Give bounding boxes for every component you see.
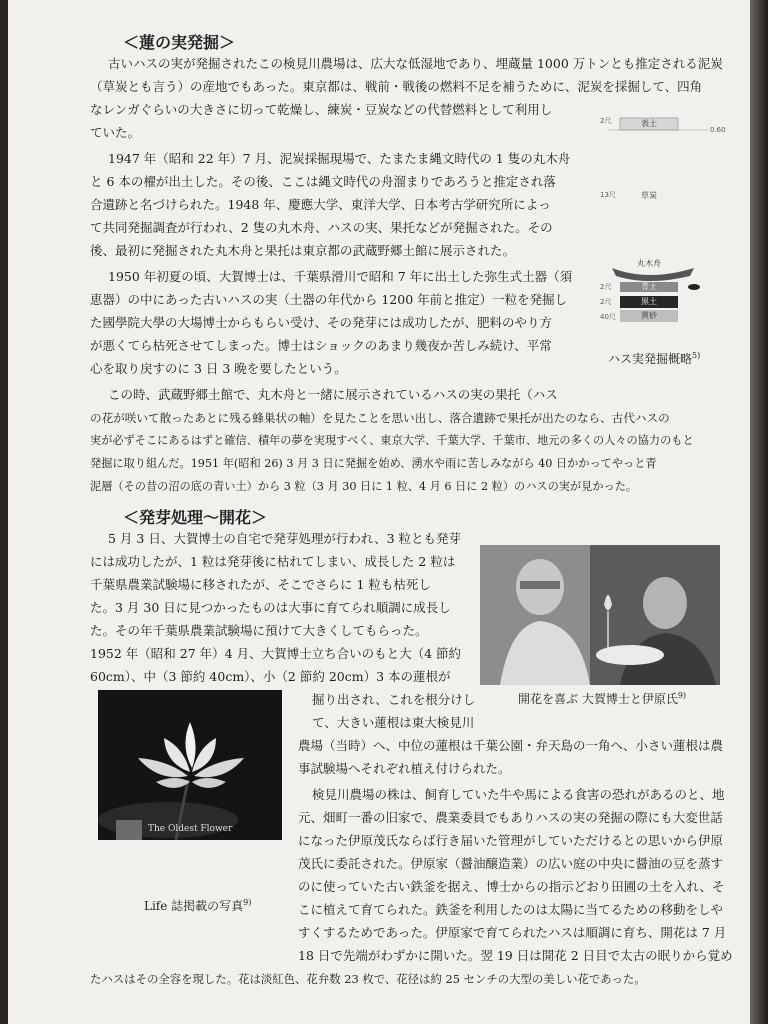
text-line: た國學院大學の大場博士からもらい受け、その発芽には成功したが、肥料のやり方 bbox=[90, 315, 553, 330]
text-line: 古いハスの実が発掘されたこの検見川農場は、広大な低湿地であり、埋蔵量 1000 万トンとも推定される泥炭 bbox=[108, 56, 723, 71]
text-line: 掘り出され、これを根分けし bbox=[312, 692, 476, 707]
text-line: この時、武蔵野郷土館で、丸木舟と一緒に展示されているハスの実の果托（ハス bbox=[108, 387, 558, 402]
text-line: 60cm）、中（3 節約 40cm）、小（2 節約 20cm）3 本の蓮根が bbox=[90, 669, 451, 684]
figure-caption-stratigraphy: ハス実発掘概略$^{5)}$ bbox=[608, 351, 701, 366]
depth-label: 2尺 bbox=[600, 298, 612, 306]
text-line: た。3 月 30 日に見つかったものは大事に育てられ順調に成長し bbox=[90, 600, 451, 615]
text-line: 1952 年（昭和 27 年）4 月、大賀博士立ち合いのもと大（4 節約 bbox=[90, 646, 461, 661]
depth-label: 13尺 bbox=[600, 191, 616, 199]
depth-label: 40尺 bbox=[600, 313, 616, 321]
text-line: が悪くてら枯死させてしまった。博士はショックのあまり幾夜か苦しみ続け、平常 bbox=[90, 338, 552, 353]
text-line: て、大きい蓮根は東大検見川 bbox=[312, 715, 475, 730]
layer-label-black-soil: 黒土 bbox=[641, 297, 657, 306]
text-line: 心を取り戻すのに 3 日 3 晩を要したという。 bbox=[90, 361, 347, 376]
layer-label-blue-soil: 青土 bbox=[641, 282, 657, 291]
text-line: 事試験場へそれぞれ植え付けられた。 bbox=[298, 761, 511, 776]
text-line: すくするためであった。伊原家で育てられたハスは順調に育ち、開花は 7 月 bbox=[298, 925, 727, 940]
section-heading-excavation: ＜蓮の実発掘＞ bbox=[123, 33, 236, 52]
text-line: 1947 年（昭和 22 年）7 月、泥炭採掘現場で、たまたま縄文時代の 1 隻の丸木舟 bbox=[108, 151, 571, 166]
depth-label: 0.60 bbox=[710, 126, 726, 134]
layer-label-topsoil: 表土 bbox=[641, 119, 657, 128]
text-line: のに使っていた古い鉄釜を据え、博士からの指示どおり田圃の土を入れ、そ bbox=[298, 879, 725, 894]
text-line: になった伊原茂氏ならば行き届いた管理がしていただけるとの思いから伊原 bbox=[298, 833, 724, 848]
text-line: 農場（当時）へ、中位の蓮根は千葉公園・弁天島の一角へ、小さい蓮根は農 bbox=[298, 738, 724, 753]
text-line: 千葉県農業試験場に移されたが、そこでさらに 1 粒も枯死し bbox=[90, 577, 431, 592]
text-line: こに植えて育てられた。鉄釜を利用したのは太陽に当てるための移動をしや bbox=[298, 902, 724, 917]
text-line: ていた。 bbox=[90, 125, 141, 140]
layer-label-canoe: 丸木舟 bbox=[637, 259, 661, 268]
layer-label-yellow-sand: 黄砂 bbox=[641, 311, 657, 320]
page-edge-shadow bbox=[750, 0, 768, 1024]
text-line: 発掘に取り組んだ。1951 年(昭和 26) 3 月 3 日に発掘を始め、湧水や雨に苦しみながら 40 日かかってやっと青 bbox=[90, 457, 657, 470]
photo-inner-title: The Oldest Flower bbox=[148, 824, 233, 834]
text-line: 後、最初に発掘された丸木舟と果托は東京都の武蔵野郷土館に展示された。 bbox=[90, 243, 516, 258]
text-line: た。その年千葉県農業試験場に預けて大きくしてもらった。 bbox=[90, 623, 428, 638]
section-heading-germination: ＜発芽処理～開花＞ bbox=[123, 508, 268, 527]
photo-life-magazine-lotus bbox=[98, 690, 282, 840]
text-line: なレンガぐらいの大きさに切って乾燥し、練炭・豆炭などの代替燃料として利用し bbox=[90, 102, 553, 117]
depth-label: 2尺 bbox=[600, 117, 612, 125]
depth-label: 2尺 bbox=[600, 283, 612, 291]
text-line: 1950 年初夏の頃、大賀博士は、千葉県滑川で昭和 7 年に出土した弥生式土器（須 bbox=[108, 269, 573, 284]
layer-label-peat: 草炭 bbox=[641, 191, 657, 200]
text-line: て共同発掘調査が行われ、2 隻の丸木舟、ハスの実、果托などが発掘された。その bbox=[90, 220, 553, 235]
text-line: 恵器）の中にあった古いハスの実（土器の年代から 1200 年前と推定）一粒を発掘し bbox=[90, 292, 568, 307]
text-line: （草炭とも言う）の産地でもあった。東京都は、戦前・戦後の燃料不足を補うために、泥炭を採掘して、四角 bbox=[90, 79, 703, 94]
text-line: 茂氏に委託された。伊原家（醤油醸造業）の広い庭の中央に醤油の豆を蒸す bbox=[298, 856, 724, 871]
stratigraphy-figure bbox=[598, 110, 748, 380]
photo-illustration bbox=[480, 545, 720, 685]
text-line: 実が必ずそこにあるはずと確信、積年の夢を実現すべく、東京大学、千葉大学、千葉市、地元の多くの人々の協力のもと bbox=[90, 434, 694, 447]
figure-caption-photo1: 開花を喜ぶ 大賀博士と伊原氏$^{9)}$ bbox=[518, 691, 687, 706]
lotus-flower-illustration bbox=[98, 690, 282, 840]
text-line: には成功したが、1 粒は発芽後に枯れてしまい、成長した 2 粒は bbox=[90, 554, 456, 569]
text-line: と 6 本の櫂が出土した。その後、ここは縄文時代の舟溜まりであろうと推定され落 bbox=[90, 174, 556, 189]
text-line: 18 日で先端がわずかに開いた。翌 19 日は開花 2 日目で太古の眠りから覚め bbox=[298, 948, 733, 963]
text-line: 検見川農場の株は、飼育していた牛や馬による食害の恐れがあるのと、地 bbox=[312, 787, 725, 802]
text-line: 泥層（その昔の沼の底の青い土）から 3 粒（3 月 30 日に 1 粒、4 月 6 日に 2 粒）のハスの実が見かった。 bbox=[90, 480, 638, 493]
text-line: 元、畑町一番の旧家で、農業委員でもありハスの実の発掘の際にも大変世話 bbox=[298, 810, 723, 825]
text-line: 5 月 3 日、大賀博士の自宅で発芽処理が行われ、3 粒とも発芽 bbox=[108, 531, 462, 546]
photo-ohga-and-ihara bbox=[480, 545, 720, 685]
text-line: たハスはその全容を現した。花は淡紅色、花弁数 23 枚で、花径は約 25 センチの大型の美しい花であった。 bbox=[90, 972, 646, 986]
text-line: の花が咲いて散ったあとに残る蜂巣状の軸）を見たことを思い出し、落合遺跡で果托が出たのなら、古代ハスの bbox=[90, 411, 670, 425]
document-page bbox=[8, 0, 750, 1024]
text-line: 合遺跡と名づけられた。1948 年、慶應大学、東洋大学、日本考古学研究所によっ bbox=[90, 197, 551, 212]
figure-caption-photo2: Life 誌掲載の写真$^{9)}$ bbox=[144, 898, 252, 913]
